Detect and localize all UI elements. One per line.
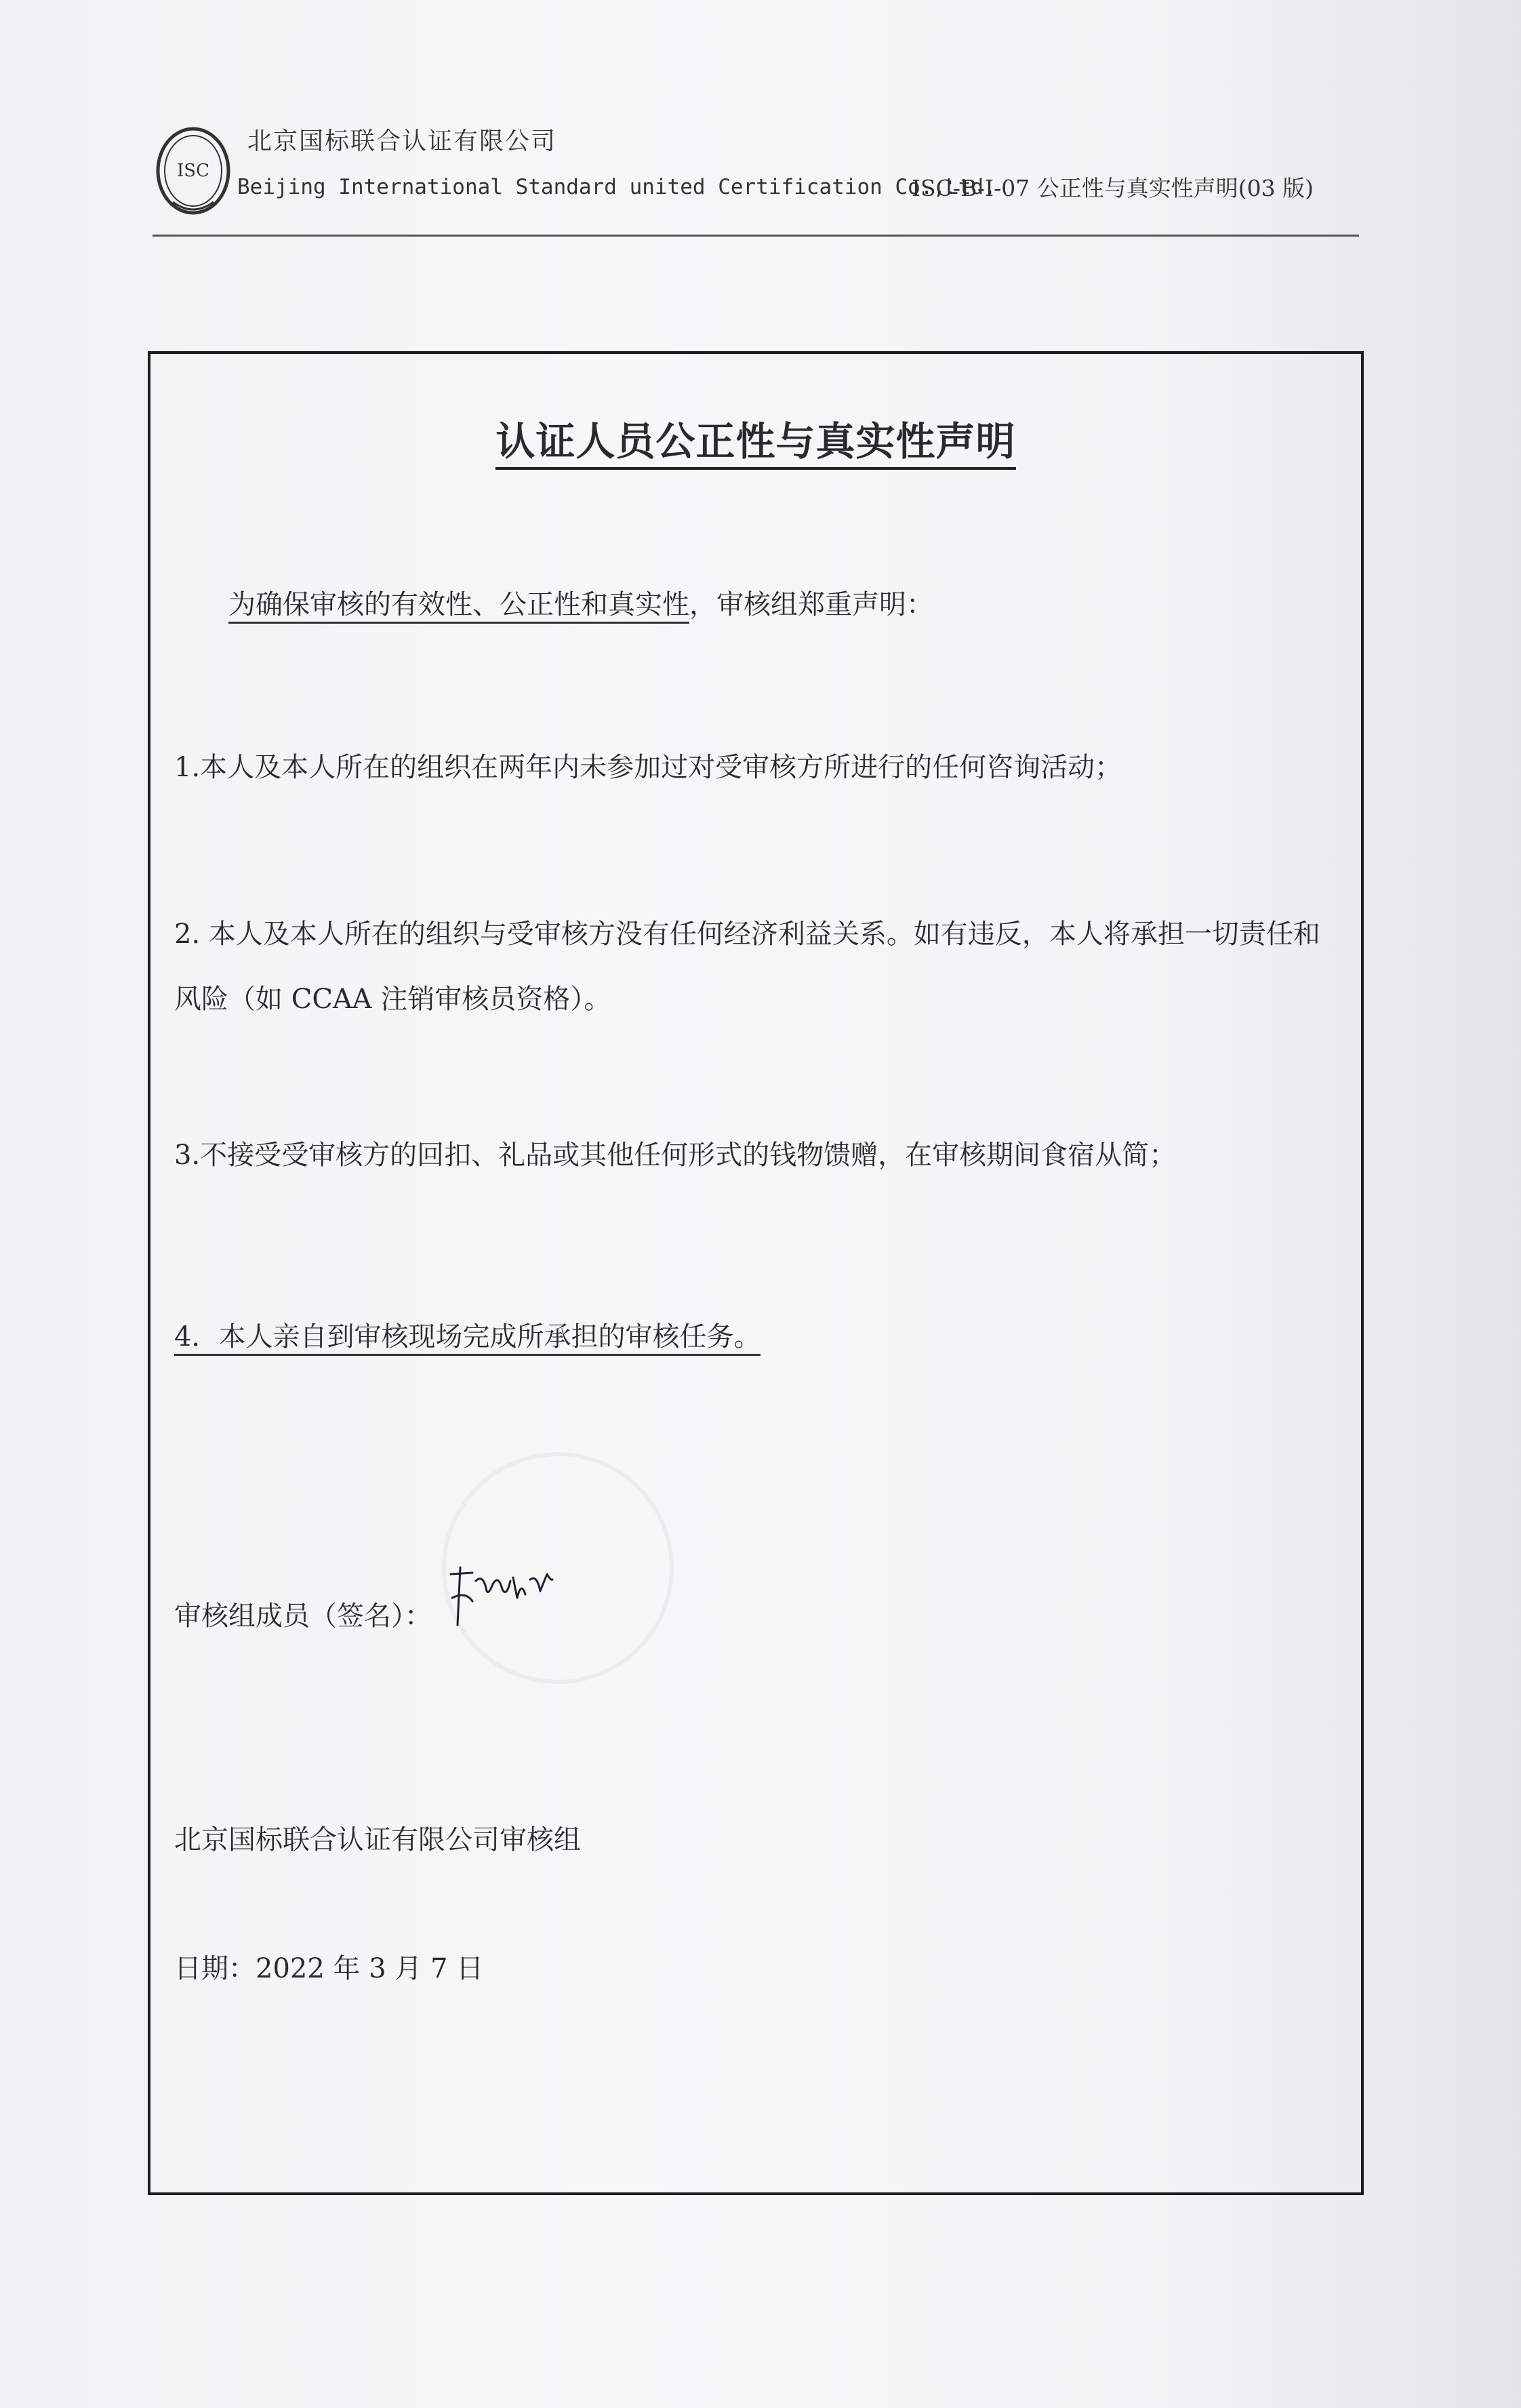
clause-2: 2. 本人及本人所在的组织与受审核方没有任何经济利益关系。如有违反，本人将承担一切责任和风险（如 CCAA 注销审核员资格）。 xyxy=(174,919,1320,1015)
page-title: 认证人员公正性与真实性声明 xyxy=(150,409,1361,466)
clause-1: 1.本人及本人所在的组织在两年内未参加过对受审核方所进行的任何咨询活动； xyxy=(174,752,1122,783)
header-divider xyxy=(153,235,1359,237)
clause-4: 4．本人亲自到审核现场完成所承担的审核任务。 xyxy=(174,1317,1340,1357)
signature-label: 审核组成员（签名）： xyxy=(174,1601,432,1632)
audit-team-name: 北京国标联合认证有限公司审核组 xyxy=(174,1824,581,1855)
clause-3: 3.不接受受审核方的回扣、礼品或其他任何形式的钱物馈赠，在审核期间食宿从简； xyxy=(174,1140,1177,1171)
letterhead xyxy=(153,115,1359,237)
company-name-en: Beijing International Standard united Certification Co.,Ltd. xyxy=(237,175,996,199)
declaration-box xyxy=(148,351,1364,2195)
handwritten-signature xyxy=(445,1561,554,1628)
svg-text:ISC: ISC xyxy=(177,161,209,181)
declaration-date: 日期：2022 年 3 月 7 日 xyxy=(174,1953,484,1984)
company-name-cn: 北京国标联合认证有限公司 xyxy=(247,127,557,155)
document-code: ISC-B-I-07 公正性与真实性声明(03 版) xyxy=(912,175,1314,201)
isc-logo-icon xyxy=(153,122,234,224)
intro-statement: 为确保审核的有效性、公正性和真实性，审核组郑重声明： xyxy=(228,583,933,622)
